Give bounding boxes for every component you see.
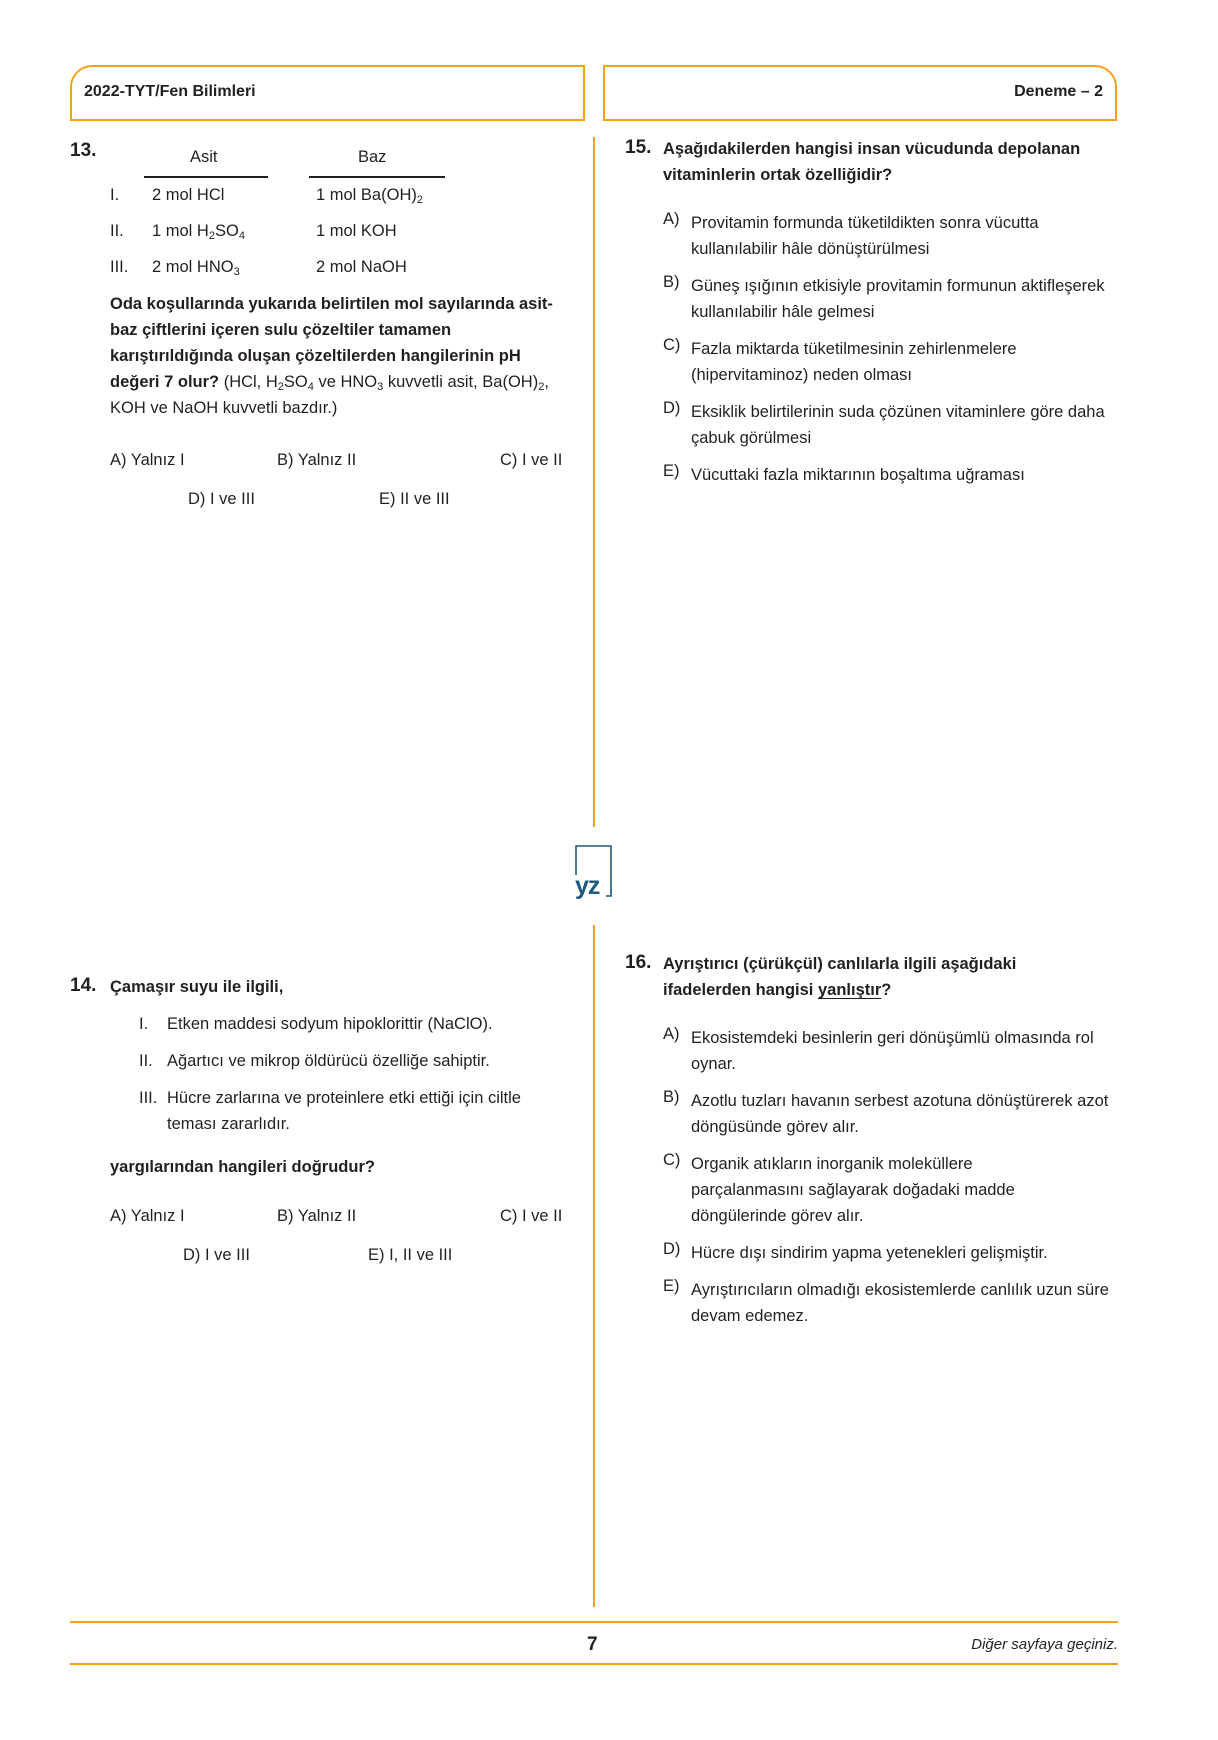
q13-stem: Oda koşullarında yukarıda belirtilen mol sayılarında asit-baz çiftlerini içeren sulu çözeltiler tamamen karıştırıldığında oluşan çözeltilerden hangilerinin pH değeri 7 olur? (HCl, $H_2SO_4$ ve $HNO_3$ kuvvetli asit, $Ba(OH)_2$, KOH ve NaOH kuvvetli bazdır.) [110, 295, 553, 417]
q13-number: 13. [70, 140, 97, 161]
column-divider-top [593, 137, 595, 827]
q14-number: 14. [70, 975, 97, 996]
q13-row-1-base: 1 mol $Ba(OH)_2$ [316, 186, 423, 206]
q13-col-acid: Asit [190, 148, 218, 166]
q16-option-a[interactable]: A) Ekosistemdeki besinlerin geri dönüşümlü olmasında rol oynar. [663, 1025, 1094, 1073]
q13-stem-bold: Oda koşullarında yukarıda belirtilen mol sayılarında asit-baz çiftlerini içeren sulu çözeltiler tamamen karıştırıldığında oluşan çözeltilerden hangilerinin pH değeri 7 olur? [110, 295, 553, 391]
q13-option-d[interactable]: D) I ve III [188, 490, 255, 508]
header-right-box [603, 65, 1117, 121]
q16-option-e[interactable]: E) Ayrıştırıcıların olmadığı ekosistemlerde canlılık uzun süre devam edemez. [663, 1277, 1109, 1325]
q13-row-1-acid: 2 mol HCl [152, 186, 225, 204]
exam-title: 2022-TYT/Fen Bilimleri [84, 83, 256, 100]
q14-question: yargılarından hangileri doğrudur? [110, 1158, 375, 1176]
q13-row-3-base: 2 mol NaOH [316, 258, 407, 276]
q16-number: 16. [625, 952, 652, 973]
header-left-box [70, 65, 585, 121]
q16-stem-underlined: yanlıştır [817, 981, 882, 999]
q13-option-a[interactable]: A) Yalnız I [110, 451, 185, 469]
q14-statements [139, 1011, 569, 1137]
q14-stem: Çamaşır suyu ile ilgili, [110, 978, 284, 996]
q15-option-d[interactable]: D) Eksiklik belirtilerinin suda çözünen vitaminlere göre daha çabuk görülmesi [663, 399, 1105, 447]
q13-base-rule [309, 176, 445, 178]
publisher-logo [575, 845, 612, 899]
q13-row-2-acid: 1 mol $H_2SO_4$ [152, 222, 245, 242]
q16-option-b[interactable]: B) Azotlu tuzları havanın serbest azotuna dönüştürerek azot döngüsünde görev alır. [663, 1088, 1109, 1136]
q14-option-c[interactable]: C) I ve II [500, 1207, 563, 1225]
q13-row-1-roman: I. [110, 186, 120, 204]
yz-logo-icon [575, 845, 612, 899]
q15-stem: Aşağıdakilerden hangisi insan vücudunda depolanan vitaminlerin ortak özelliğidir? [663, 140, 1081, 184]
q13-row-2-base: 1 mol KOH [316, 222, 397, 240]
q15-option-e[interactable]: E) Vücuttaki fazla miktarının boşaltıma uğraması [663, 462, 1025, 484]
q13-option-c[interactable]: C) I ve II [500, 451, 563, 469]
q14-option-d[interactable]: D) I ve III [183, 1246, 250, 1264]
exam-edition: Deneme – 2 [1014, 83, 1103, 100]
q16-option-c[interactable]: C) Organik atıkların inorganik moleküllere parçalanmasını sağlayarak doğadaki madde döngülerinde görev alır. [663, 1151, 1015, 1225]
q16-stem: Ayrıştırıcı (çürükçül) canlılarla ilgili aşağıdaki ifadelerden hangisi yanlıştır? [663, 955, 1017, 999]
q14-option-b[interactable]: B) Yalnız II [277, 1207, 357, 1225]
q16-options [663, 1025, 1123, 1329]
q14-statement-3: III. Hücre zarlarına ve proteinlere etki ettiği için ciltle teması zararlıdır. [139, 1089, 521, 1133]
footer-rule-top [70, 1621, 1118, 1623]
q13-option-e[interactable]: E) II ve III [379, 490, 450, 508]
q13-acid-rule [144, 176, 268, 178]
q15-options [663, 210, 1123, 488]
q13-option-b[interactable]: B) Yalnız II [277, 451, 357, 469]
q13-col-base: Baz [358, 148, 387, 166]
q15-option-b[interactable]: B) Güneş ışığının etkisiyle provitamin formunun aktifleşerek kullanılabilir hâle gelmesi [663, 273, 1105, 321]
svg-text:yz: yz [575, 872, 600, 899]
q14-statement-2: II. Ağartıcı ve mikrop öldürücü özelliğe sahiptir. [139, 1052, 490, 1070]
q13-row-3-acid: 2 mol $HNO_3$ [152, 258, 240, 278]
q13-row-3-roman: III. [110, 258, 129, 276]
footer-rule-bottom [70, 1663, 1118, 1665]
q15-number: 15. [625, 137, 652, 158]
q16-option-d[interactable]: D) Hücre dışı sindirim yapma yetenekleri gelişmiştir. [663, 1240, 1048, 1262]
q15-option-c[interactable]: C) Fazla miktarda tüketilmesinin zehirlenmelere (hipervitaminoz) neden olması [663, 336, 1017, 384]
column-divider-bottom [593, 925, 595, 1607]
q13-row-2-roman: II. [110, 222, 124, 240]
q15-option-a[interactable]: A) Provitamin formunda tüketildikten sonra vücutta kullanılabilir hâle dönüştürülmesi [663, 210, 1039, 258]
page-number: 7 [587, 1634, 598, 1655]
q14-statement-1: I. Etken maddesi sodyum hipoklorittir (NaClO). [139, 1015, 493, 1033]
q14-option-a[interactable]: A) Yalnız I [110, 1207, 185, 1225]
next-page-note: Diğer sayfaya geçiniz. [971, 1636, 1118, 1653]
q14-option-e[interactable]: E) I, II ve III [368, 1246, 453, 1264]
